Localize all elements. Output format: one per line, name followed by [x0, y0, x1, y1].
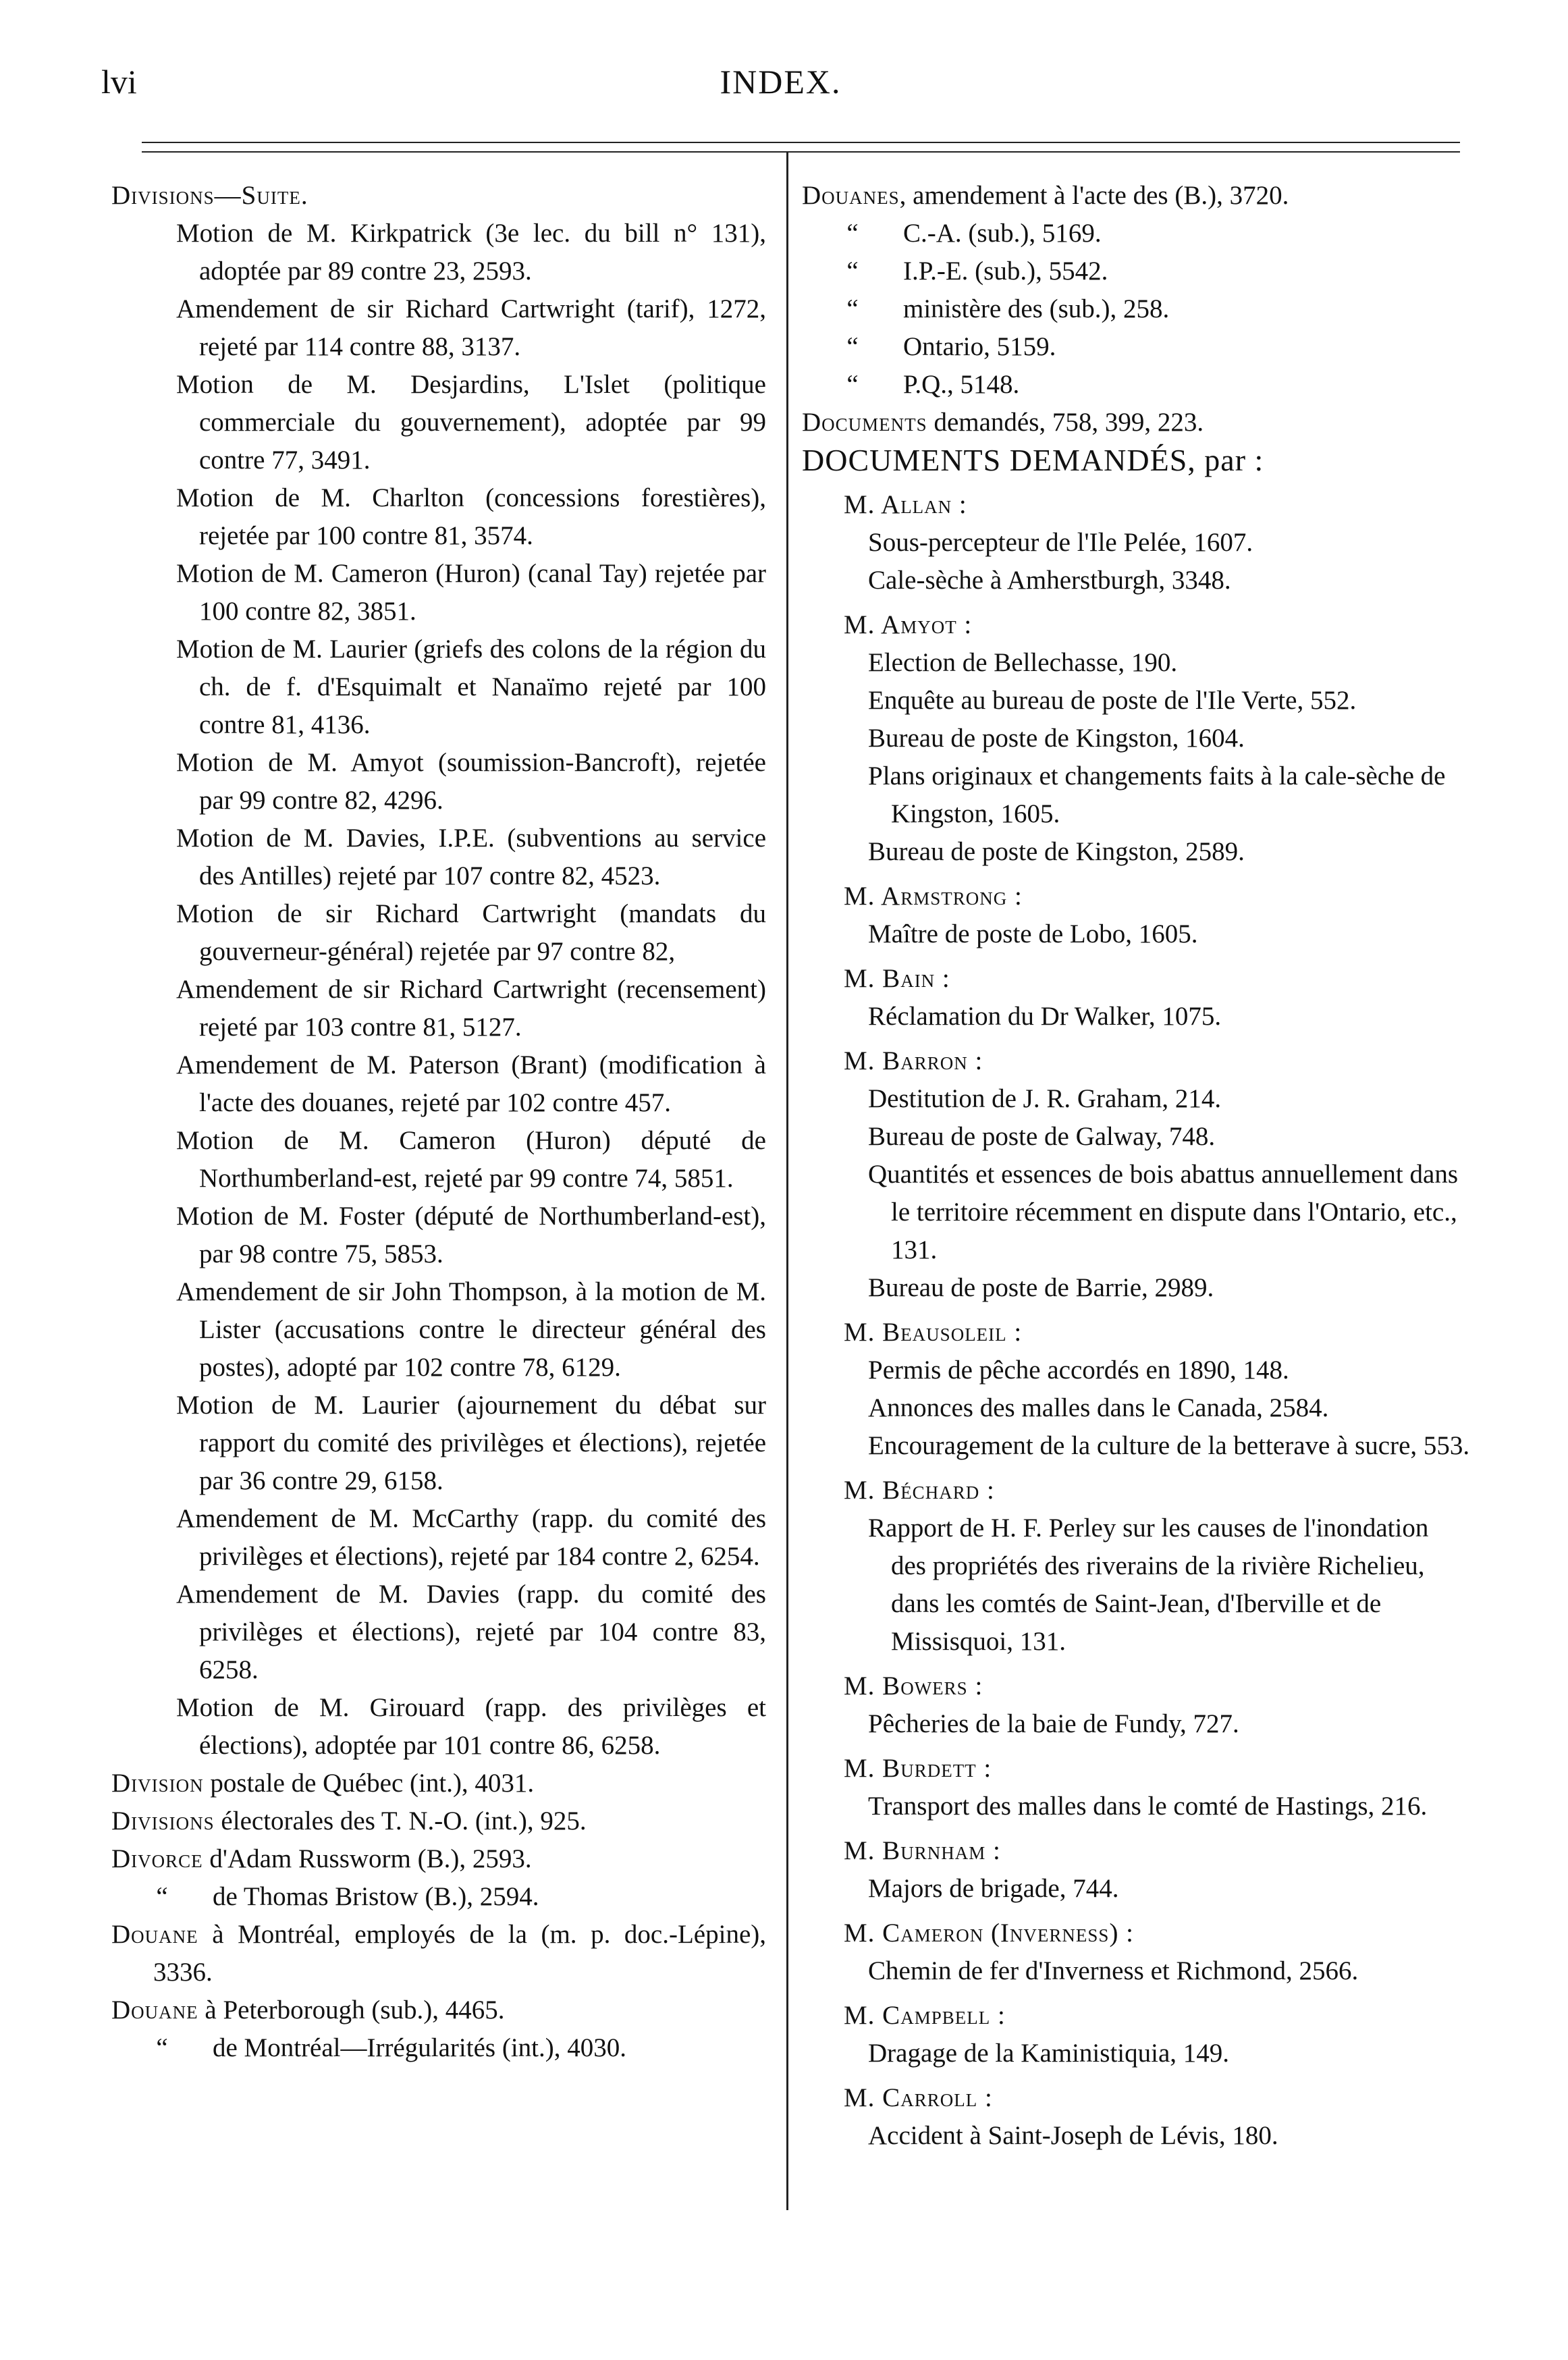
motion-entry: Amendement de M. Davies (rapp. du comité des privilèges et élections), rejeté par 104 contre 83, 6258.: [176, 1580, 766, 1684]
motion-entry: Amendement de sir John Thompson, à la motion de M. Lister (accusations contre le directeur général des postes), adopté par 102 contre 78, 6129.: [176, 1277, 766, 1382]
motion-entry: Amendement de sir Richard Cartwright (tarif), 1272, rejeté par 114 contre 88, 3137.: [176, 294, 766, 361]
motion-entry: Motion de M. Laurier (griefs des colons de la région du ch. de f. d'Esquimalt et Nanaïmo rejeté par 100 contre 81, 4136.: [176, 635, 766, 739]
motion-list: [111, 215, 766, 1765]
document-item: Cale-sèche à Amherstburgh, 3348.: [868, 566, 1231, 595]
ditto-mark: “: [156, 1882, 168, 1911]
motion-entry: Motion de M. Desjardins, L'Islet (politique commerciale du gouvernement), adoptée par 99 contre 77, 3491.: [176, 370, 766, 475]
ditto-mark: “: [846, 294, 859, 323]
requester-name: M. Campbell :: [844, 2001, 1006, 2030]
right-column: [802, 177, 1470, 2155]
motion-entry: Motion de M. Cameron (Huron) (canal Tay) rejetée par 100 contre 82, 3851.: [176, 559, 766, 626]
requester-name: M. Armstrong :: [844, 882, 1023, 911]
document-item: Election de Bellechasse, 190.: [868, 648, 1178, 677]
ditto-entry: “ Ontario, 5159.: [802, 328, 1470, 366]
ditto-list: [802, 215, 1470, 404]
index-entry: Divisions électorales des T. N.-O. (int.), 925.: [111, 1806, 587, 1835]
ditto-mark: “: [846, 332, 859, 361]
document-item: Rapport de H. F. Perley sur les causes de l'inondation des propriétés des riverains de la rivière Richelieu, dans les comtés de Saint-Jean, d'Iberville et de Missisquoi, 131.: [868, 1513, 1429, 1656]
index-entry: Douane à Montréal, employés de la (m. p. doc.-Lépine), 3336.: [111, 1920, 766, 1987]
document-item: Destitution de J. R. Graham, 214.: [868, 1084, 1222, 1113]
document-item: Permis de pêche accordés en 1890, 148.: [868, 1356, 1289, 1385]
ditto-mark: “: [846, 219, 859, 248]
document-item: Bureau de poste de Barrie, 2989.: [868, 1273, 1214, 1302]
ditto-entry: “ C.-A. (sub.), 5169.: [802, 215, 1470, 252]
motion-entry: Motion de M. Kirkpatrick (3e lec. du bill n° 131), adoptée par 89 contre 23, 2593.: [176, 219, 766, 286]
requester-name: M. Bowers :: [844, 1671, 983, 1700]
requester-name: M. Barron :: [844, 1046, 983, 1075]
motion-entry: Motion de M. Davies, I.P.E. (subventions au service des Antilles) rejeté par 107 contre 82, 4523.: [176, 824, 766, 890]
document-item: Bureau de poste de Kingston, 1604.: [868, 724, 1245, 753]
index-entry: Douane à Peterborough (sub.), 4465.: [111, 1995, 505, 2024]
requester-name: M. Cameron (Inverness) :: [844, 1919, 1135, 1948]
index-entry: Documents demandés, 758, 399, 223.: [802, 408, 1204, 437]
motion-entry: Motion de M. Foster (député de Northumberland-est), par 98 contre 75, 5853.: [176, 1202, 766, 1268]
document-item: Transport des malles dans le comté de Hastings, 216.: [868, 1792, 1428, 1821]
document-item: Majors de brigade, 744.: [868, 1874, 1119, 1903]
requester-name: M. Carroll :: [844, 2083, 993, 2112]
ditto-mark: “: [846, 257, 859, 286]
requester-name: M. Burnham :: [844, 1836, 1001, 1865]
motion-entry: Motion de M. Girouard (rapp. des privilèges et élections), adoptée par 101 contre 86, 6258.: [176, 1693, 766, 1760]
document-item: Plans originaux et changements faits à la cale-sèche de Kingston, 1605.: [868, 761, 1446, 828]
document-item: Enquête au bureau de poste de l'Ile Verte, 552.: [868, 686, 1357, 715]
motion-entry: Amendement de sir Richard Cartwright (recensement) rejeté par 103 contre 81, 5127.: [176, 975, 766, 1042]
person-list: [802, 486, 1470, 2155]
document-item: Bureau de poste de Galway, 748.: [868, 1122, 1216, 1151]
ditto-entry: “ P.Q., 5148.: [802, 366, 1470, 404]
document-item: Réclamation du Dr Walker, 1075.: [868, 1002, 1222, 1031]
ditto-mark: “: [156, 2033, 168, 2062]
requester-name: M. Burdett :: [844, 1754, 992, 1783]
document-item: Maître de poste de Lobo, 1605.: [868, 919, 1198, 948]
header-rule-bottom: [142, 151, 1460, 153]
motion-entry: Motion de sir Richard Cartwright (mandats du gouverneur-général) rejetée par 97 contre 82,: [176, 899, 766, 966]
index-entry: Division postale de Québec (int.), 4031.: [111, 1769, 535, 1798]
document-item: Accident à Saint-Joseph de Lévis, 180.: [868, 2121, 1278, 2150]
ditto-mark: “: [846, 370, 859, 399]
left-column: [111, 177, 766, 2067]
motion-entry: Motion de M. Cameron (Huron) député de Northumberland-est, rejeté par 99 contre 74, 5851.: [176, 1126, 766, 1193]
running-title: INDEX.: [720, 63, 842, 101]
index-entry: Douanes, amendement à l'acte des (B.), 3720.: [802, 181, 1289, 210]
requester-name: M. Beausoleil :: [844, 1318, 1023, 1347]
requester-name: M. Bain :: [844, 964, 950, 993]
ditto-entry: “ I.P.-E. (sub.), 5542.: [802, 252, 1470, 290]
documents-heading: DOCUMENTS DEMANDÉS, par :: [802, 443, 1264, 477]
index-entry: “ de Montréal—Irrégularités (int.), 4030.: [111, 2029, 766, 2067]
document-item: Encouragement de la culture de la betterave à sucre, 553.: [868, 1431, 1470, 1460]
motion-entry: Motion de M. Amyot (soumission-Bancroft), rejetée par 99 contre 82, 4296.: [176, 748, 766, 815]
document-item: Annonces des malles dans le Canada, 2584.: [868, 1393, 1329, 1422]
document-item: Pêcheries de la baie de Fundy, 727.: [868, 1709, 1239, 1738]
motion-entry: Motion de M. Charlton (concessions forestières), rejetée par 100 contre 81, 3574.: [176, 483, 766, 550]
document-item: Dragage de la Kaministiquia, 149.: [868, 2039, 1230, 2068]
ditto-entry: “ ministère des (sub.), 258.: [802, 290, 1470, 328]
index-entry: “ de Thomas Bristow (B.), 2594.: [111, 1878, 766, 1916]
requester-name: M. Béchard :: [844, 1476, 995, 1505]
requester-name: M. Allan :: [844, 490, 967, 519]
column-divider: [786, 151, 788, 2210]
document-item: Sous-percepteur de l'Ile Pelée, 1607.: [868, 528, 1253, 557]
entry-list: [111, 1765, 766, 2067]
page-header: [101, 62, 1460, 116]
requester-name: M. Amyot :: [844, 610, 973, 639]
document-item: Bureau de poste de Kingston, 2589.: [868, 837, 1245, 866]
page-number: lvi: [101, 63, 137, 101]
document-item: Quantités et essences de bois abattus annuellement dans le territoire récemment en dispute dans l'Ontario, etc., 131.: [868, 1160, 1458, 1264]
section-heading: Divisions—Suite.: [111, 181, 308, 210]
header-rule-top: [142, 142, 1460, 143]
motion-entry: Amendement de M. McCarthy (rapp. du comité des privilèges et élections), rejeté par 184 contre 2, 6254.: [176, 1504, 766, 1571]
motion-entry: Amendement de M. Paterson (Brant) (modification à l'acte des douanes, rejeté par 102 contre 457.: [176, 1050, 766, 1117]
index-entry: Divorce d'Adam Russworm (B.), 2593.: [111, 1844, 532, 1873]
motion-entry: Motion de M. Laurier (ajournement du débat sur rapport du comité des privilèges et élections), rejetée par 36 contre 29, 6158.: [176, 1391, 766, 1495]
document-item: Chemin de fer d'Inverness et Richmond, 2566.: [868, 1956, 1359, 1985]
